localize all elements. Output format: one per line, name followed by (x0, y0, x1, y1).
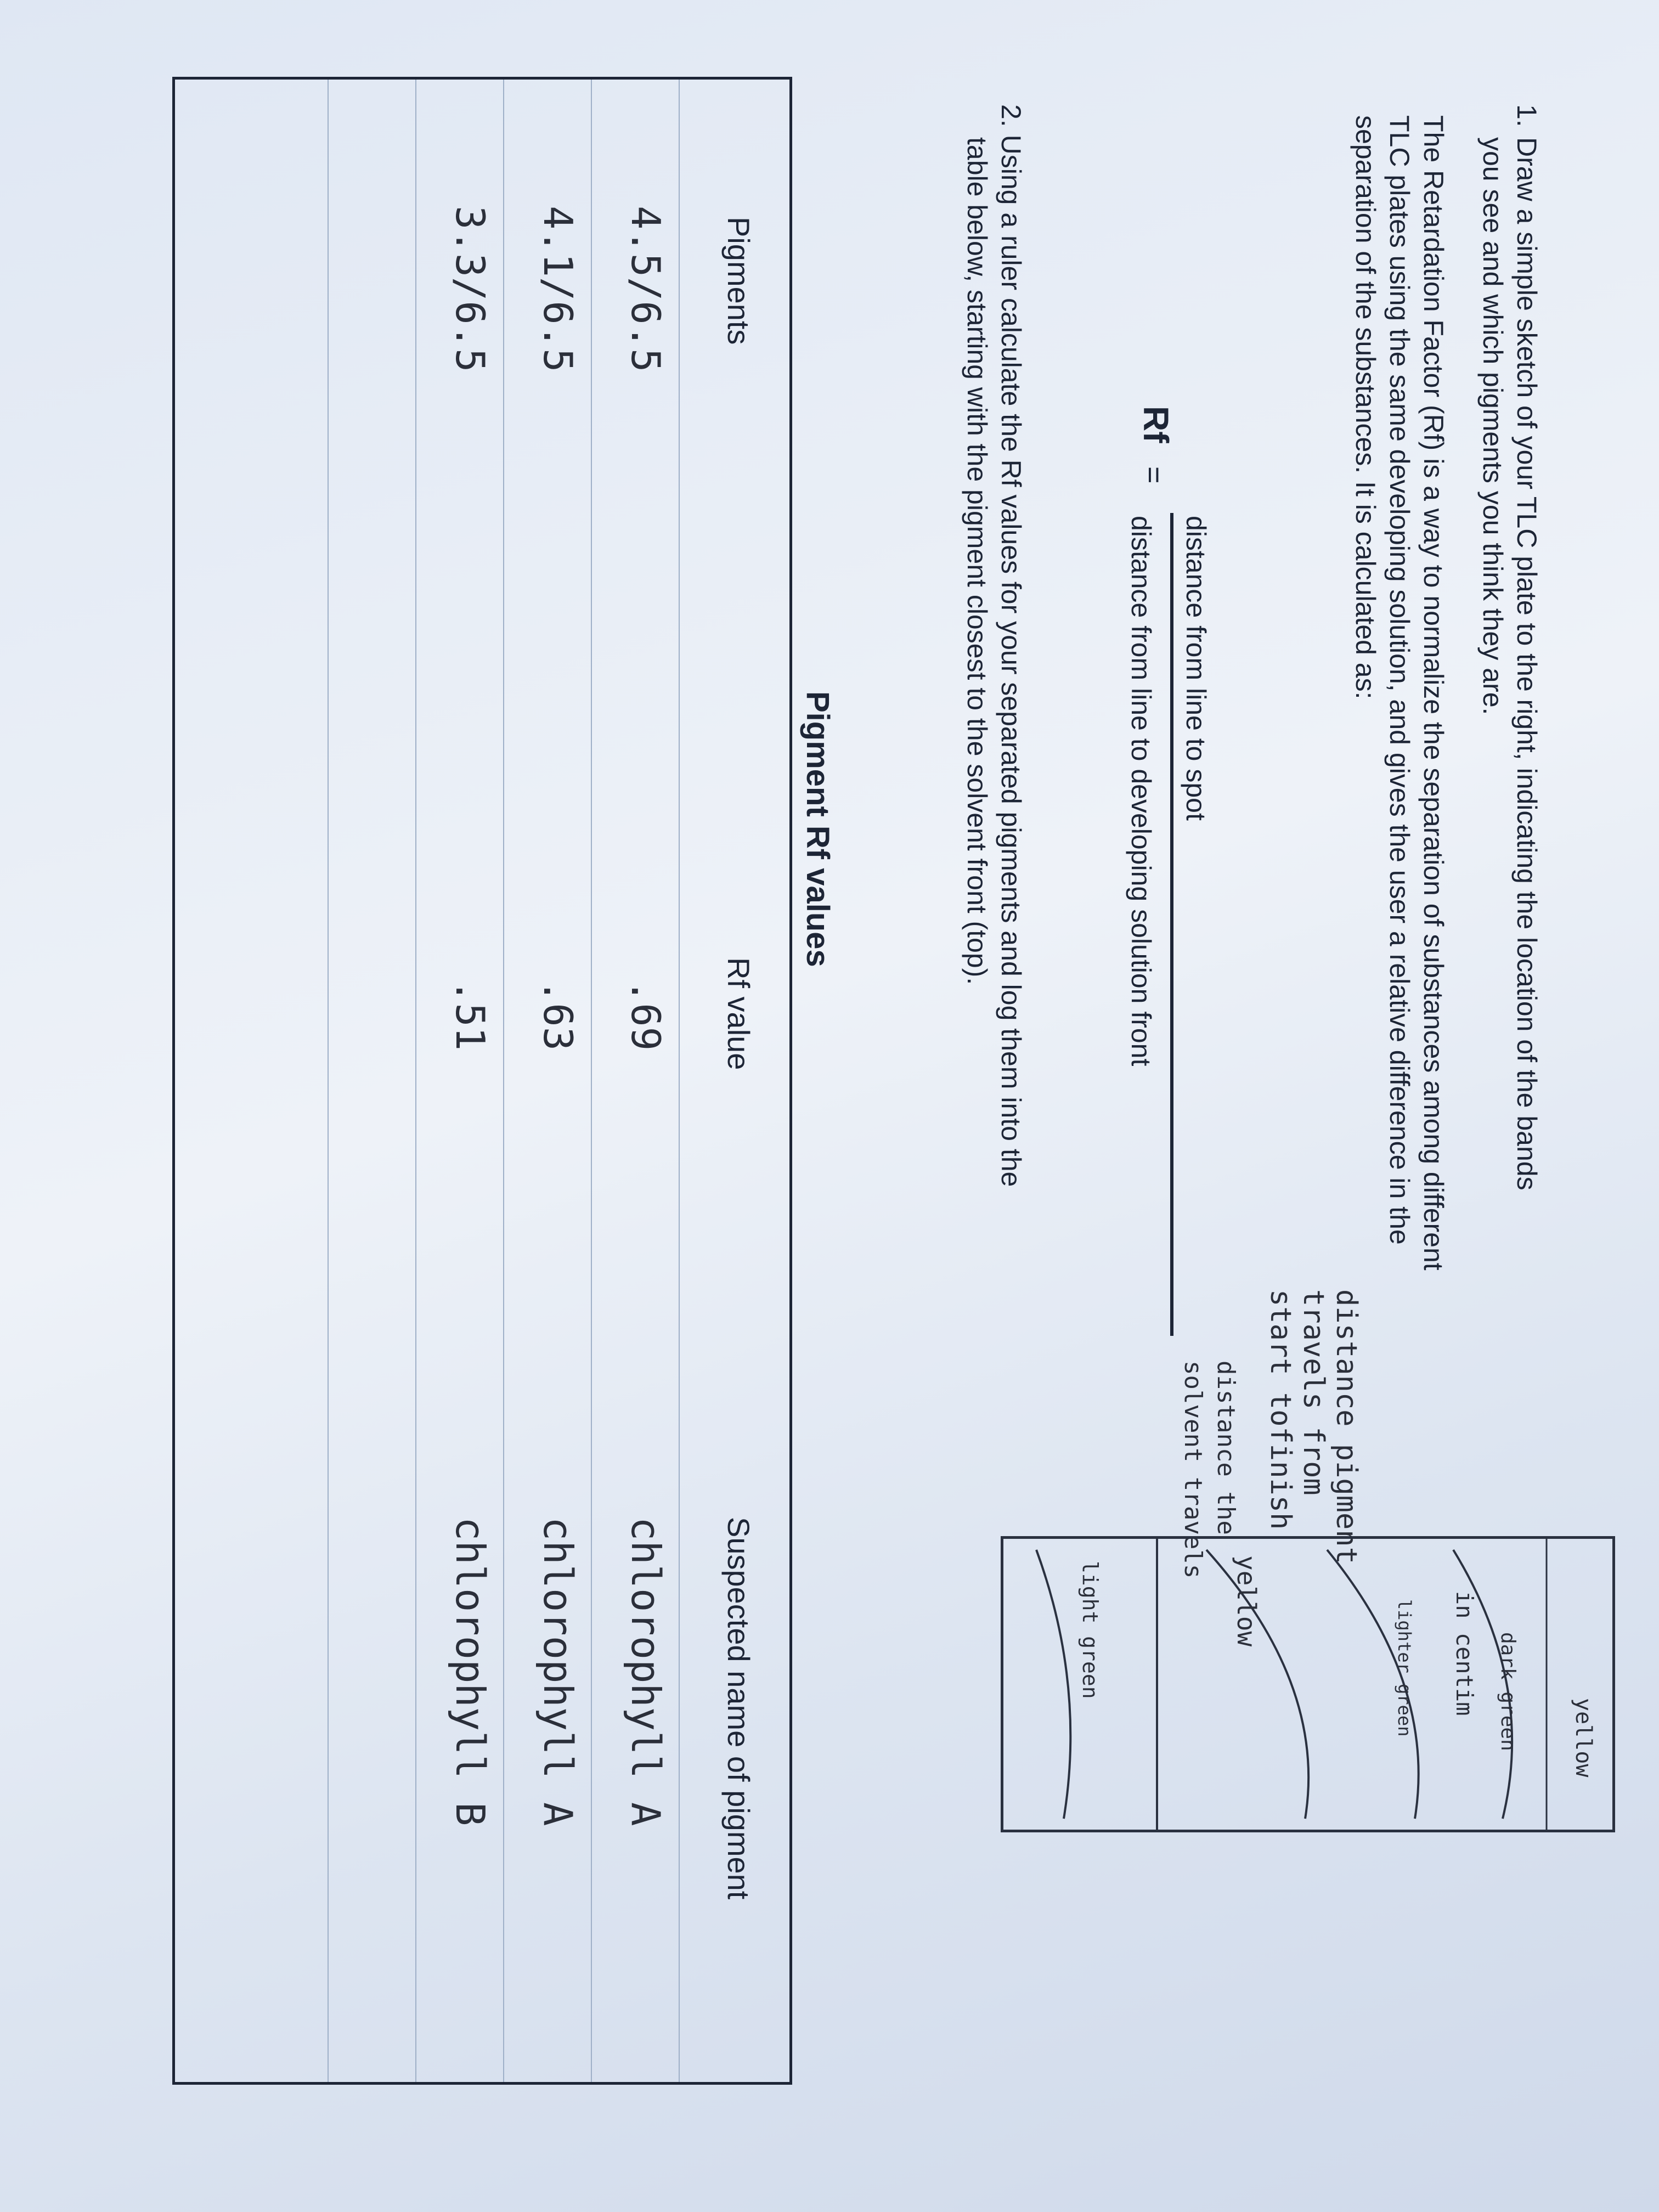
column-header-rf-value: Rf value (721, 957, 756, 1070)
cell-pigment-name: chlorophyll A (623, 1517, 669, 1826)
cell-pigment-ratio: 4.5/6.5 (623, 206, 669, 373)
row-divider (679, 80, 680, 2082)
handwritten-note-line: distance the (1212, 1361, 1240, 1535)
question-2-number: 2. (996, 104, 1026, 127)
band-label: lighter green (1394, 1599, 1415, 1737)
intro-line3: separation of the substances. It is calculated as: (1350, 115, 1381, 699)
formula-denominator: distance from line to developing solution front (1126, 516, 1156, 1066)
rf-introduction (1348, 115, 1451, 1542)
cell-pigment-ratio: 4.1/6.5 (535, 206, 581, 373)
band-label: light green (1078, 1561, 1102, 1699)
cell-pigment-name: chlorophyll B (447, 1517, 493, 1826)
question-2 (960, 104, 1028, 1531)
band-label: yellow (1232, 1555, 1261, 1647)
band-outline (1036, 1550, 1070, 1819)
cell-rf-value: .69 (623, 979, 669, 1051)
cell-rf-value: .63 (535, 979, 581, 1051)
cell-rf-value: .51 (447, 979, 493, 1051)
column-header-pigments: Pigments (721, 217, 756, 345)
row-divider (591, 80, 592, 2082)
intro-line2: TLC plates using the same developing solution, and gives the user a relative difference in the (1384, 115, 1415, 1245)
pigment-rf-table (172, 77, 792, 2085)
handwritten-note-line: distance pigment (1330, 1289, 1363, 1564)
question-1-line1: Draw a simple sketch of your TLC plate to the right, indicating the location of the bands (1511, 137, 1542, 1190)
handwritten-note-line: travels from (1297, 1289, 1330, 1496)
fraction-bar (1170, 513, 1173, 1336)
band-label: yellow (1571, 1698, 1596, 1778)
intro-line1: The Retardation Factor (Rf) is a way to normalize the separation of substances among different (1418, 115, 1449, 1271)
formula-equals: = (1137, 466, 1170, 484)
question-2-line2: table below, starting with the pigment closest to the solvent front (top). (962, 137, 992, 985)
question-2-line1: Using a ruler calculate the Rf values for your separated pigments and log them into the (996, 134, 1026, 1187)
handwritten-note-line: start tofinish (1264, 1289, 1297, 1530)
table-title: Pigment Rf values (800, 691, 836, 967)
band-label: dark green (1497, 1632, 1519, 1751)
cell-pigment-name: chlorophyll A (535, 1517, 581, 1826)
column-header-suspected-name: Suspected name of pigment (721, 1517, 756, 1900)
question-1-line2: you see and which pigments you think they are. (1477, 137, 1508, 715)
handwritten-in-centim: in centim (1451, 1591, 1478, 1716)
row-divider (328, 80, 329, 2082)
cell-pigment-ratio: 3.3/6.5 (447, 206, 493, 373)
formula-numerator: distance from line to spot (1181, 516, 1211, 821)
question-1-number: 1. (1511, 104, 1542, 127)
row-divider (503, 80, 504, 2082)
handwritten-note-line: solvent travels (1179, 1361, 1207, 1579)
tlc-plate-sketch (1001, 1536, 1615, 1832)
question-1 (1476, 104, 1544, 1585)
formula-label: Rf (1136, 406, 1176, 443)
row-divider (415, 80, 416, 2082)
